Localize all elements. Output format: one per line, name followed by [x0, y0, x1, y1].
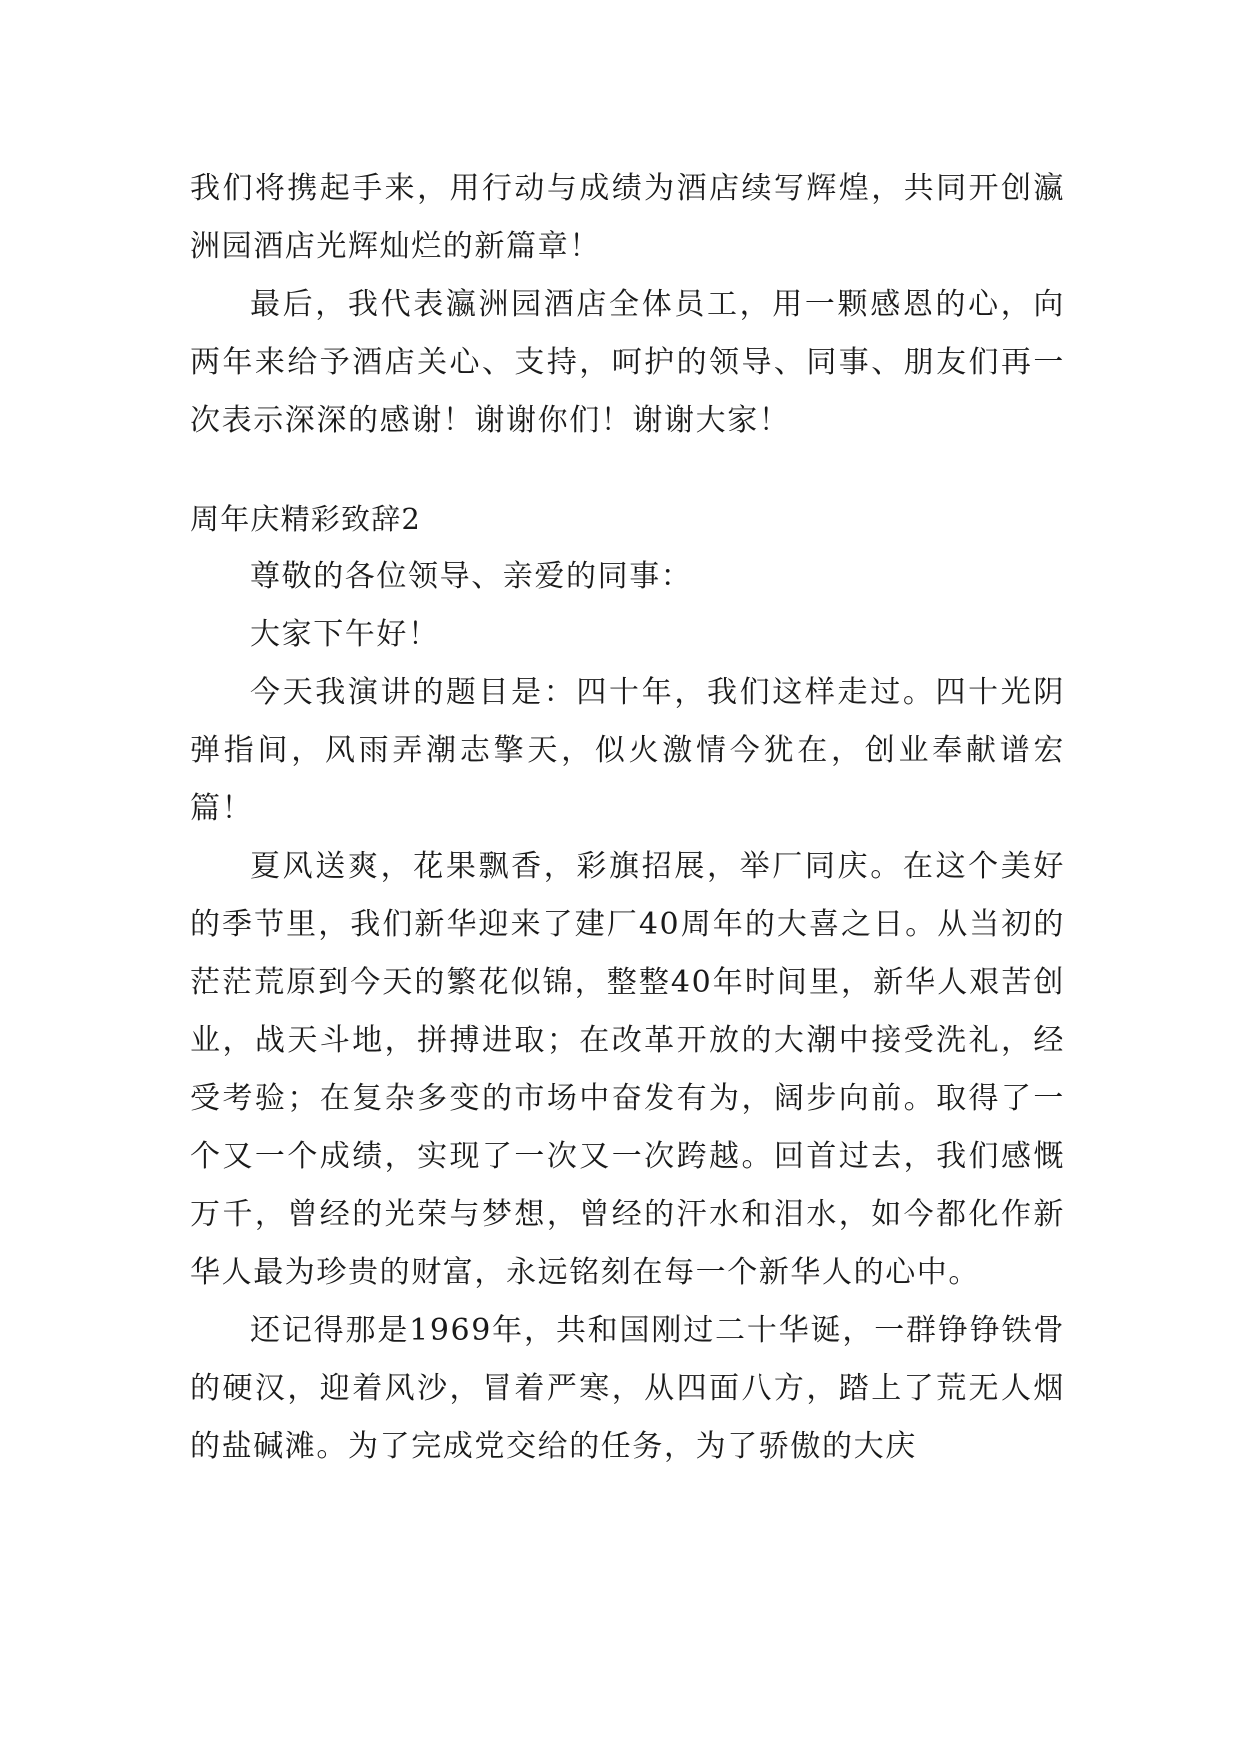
paragraph-summer-celebration: 夏风送爽，花果飘香，彩旗招展，举厂同庆。在这个美好的季节里，我们新华迎来了建厂40周年的大喜之日。从当初的茫茫荒原到今天的繁花似锦，整整40年时间里，新华人艰苦创业，战天斗地，拼搏进取；在改革开放的大潮中接受洗礼，经受考验；在复杂多变的市场中奋发有为，阔步向前。取得了一个又一个成绩，实现了一次又一次跨越。回首过去，我们感慨万千，曾经的光荣与梦想，曾经的汗水和泪水，如今都化作新华人最为珍贵的财富，永远铭刻在每一个新华人的心中。 — [190, 849, 1065, 1290]
paragraph-continuation: 我们将携起手来，用行动与成绩为酒店续写辉煌，共同开创瀛洲园酒店光辉灿烂的新篇章！ — [190, 171, 1065, 264]
paragraph-1969-memory: 还记得那是1969年，共和国刚过二十华诞，一群铮铮铁骨的硬汉，迎着风沙，冒着严寒，从四面八方，踏上了荒无人烟的盐碱滩。为了完成党交给的任务，为了骄傲的大庆 — [190, 1313, 1065, 1464]
paragraph-speech-topic: 今天我演讲的题目是：四十年，我们这样走过。四十光阴弹指间，风雨弄潮志擎天，似火激情今犹在，创业奉献谱宏篇！ — [190, 675, 1065, 826]
paragraph-greeting: 大家下午好！ — [250, 617, 440, 652]
paragraph-closing-thanks: 最后，我代表瀛洲园酒店全体员工，用一颗感恩的心，向两年来给予酒店关心、支持，呵护的领导、同事、朋友们再一次表示深深的感谢！谢谢你们！谢谢大家！ — [190, 287, 1065, 438]
document-body — [190, 160, 1065, 1476]
paragraph-salutation: 尊敬的各位领导、亲爱的同事： — [250, 559, 693, 594]
section-title: 周年庆精彩致辞2 — [190, 502, 422, 536]
